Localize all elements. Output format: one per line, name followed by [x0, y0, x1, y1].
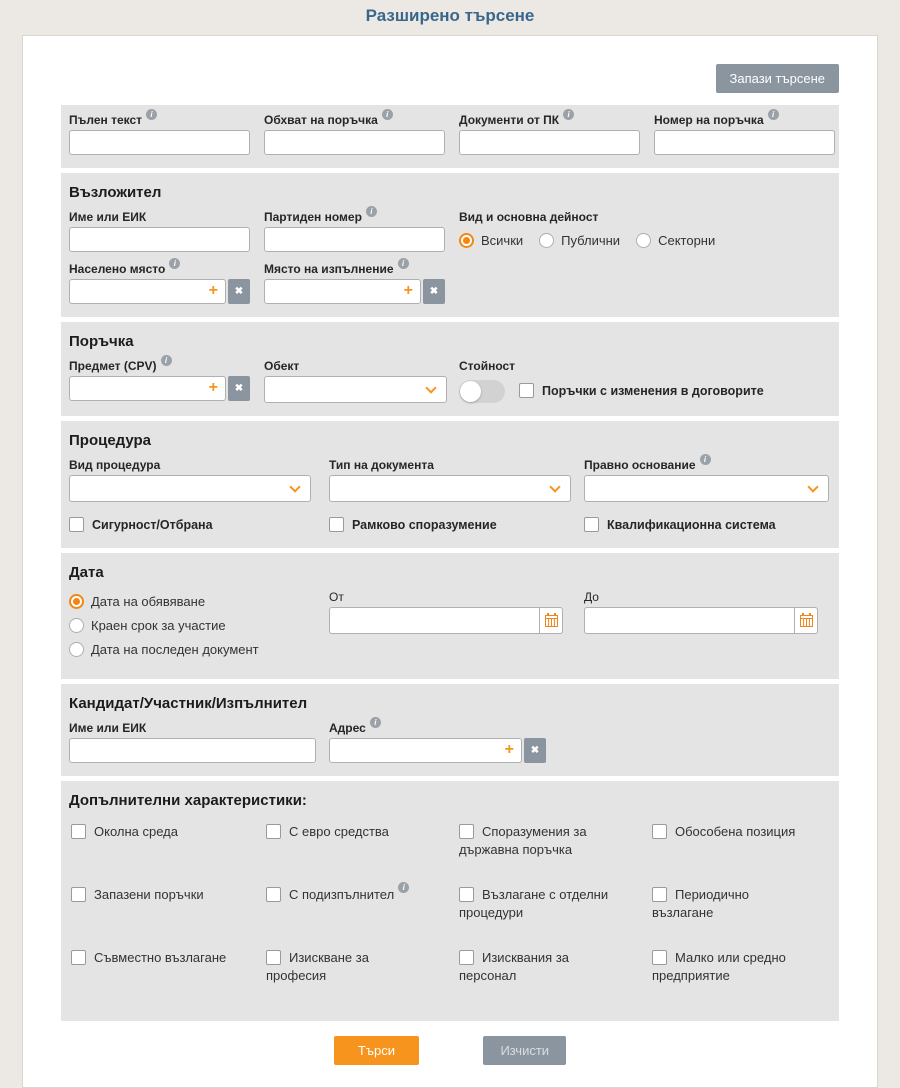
amendments-checkbox-item[interactable]: Поръчки с изменения в договорите [519, 383, 764, 401]
info-icon: i [768, 109, 779, 120]
section-header: Допълнителни характеристики: [69, 791, 307, 809]
place-label: Място на изпълнение [264, 262, 394, 276]
calendar-icon [800, 613, 813, 627]
activity-label: Вид и основна дейност [459, 210, 599, 224]
documents-pk-label: Документи от ПК [459, 113, 560, 127]
info-icon: i [700, 454, 711, 465]
checkbox-icon [519, 383, 534, 398]
add-icon[interactable]: + [504, 740, 514, 758]
field-activity [459, 210, 831, 248]
add-icon[interactable]: + [403, 282, 413, 299]
subject-cpv-input[interactable] [69, 376, 226, 401]
clear-address-button[interactable]: ✖ [524, 738, 546, 763]
procedure-type-label: Вид процедура [69, 458, 161, 472]
checkbox-item[interactable]: Изисквания за персонал [459, 950, 570, 984]
checkbox-item[interactable]: Малко или средно предприятие [652, 950, 786, 984]
info-icon: i [366, 206, 377, 217]
document-type-select[interactable] [329, 475, 571, 502]
radio-icon [69, 642, 84, 657]
field-subject-cpv [69, 356, 264, 401]
checkbox-item[interactable]: Съвместно възлагане [71, 949, 231, 985]
radio-icon [539, 233, 554, 248]
checkbox-item[interactable]: Околна среда [71, 823, 231, 859]
field-object [264, 359, 459, 403]
framework-checkbox-item[interactable]: Рамково споразумение [329, 518, 497, 532]
radio-icon [69, 618, 84, 633]
field-full-text [69, 110, 264, 155]
section-candidate [61, 684, 839, 776]
legal-basis-select[interactable] [584, 475, 829, 502]
field-party-number [264, 207, 459, 252]
section-text-filters [61, 105, 839, 168]
value-label: Стойност [459, 359, 516, 373]
form-actions [61, 1026, 839, 1071]
date-from-label: От [329, 589, 344, 604]
field-date-from [329, 590, 584, 634]
authority-name-label: Име или ЕИК [69, 210, 147, 224]
checkbox-item[interactable]: Споразумения за държавна поръчка [459, 823, 587, 857]
field-legal-basis [584, 455, 831, 502]
order-number-input[interactable] [654, 130, 835, 155]
info-icon: i [169, 258, 180, 269]
info-icon: i [382, 109, 393, 120]
field-date-to [584, 590, 831, 634]
toggle-knob [460, 381, 481, 402]
section-procedure [61, 421, 839, 548]
info-icon: i [398, 258, 409, 269]
calendar-icon-button[interactable] [794, 607, 818, 634]
clear-button[interactable]: Изчисти [483, 1036, 566, 1065]
checkbox-icon [459, 950, 474, 965]
checkbox-icon [459, 824, 474, 839]
checkbox-item[interactable]: Обособена позиция [652, 823, 812, 859]
chevron-down-icon [425, 382, 436, 393]
search-button[interactable]: Търси [334, 1036, 419, 1065]
qualification-checkbox-item[interactable]: Квалификационна система [584, 518, 776, 532]
date-to-label: До [584, 589, 599, 604]
checkbox-item[interactable]: Възлагане с отделни процедури [459, 886, 609, 921]
section-header: Поръчка [69, 333, 134, 350]
settlement-label: Населено място [69, 262, 166, 276]
radio-publish-date[interactable]: Дата на обявяване [69, 594, 329, 609]
checkbox-icon [652, 950, 667, 965]
checkbox-icon [584, 517, 599, 532]
full-text-label: Пълен текст [69, 113, 143, 127]
section-header: Възложител [69, 184, 162, 201]
object-label: Обект [264, 359, 300, 373]
clear-settlement-button[interactable]: ✖ [228, 279, 250, 304]
add-icon[interactable]: + [208, 379, 218, 396]
subject-cpv-label: Предмет (CPV) [69, 359, 157, 373]
field-settlement [69, 259, 264, 304]
clear-place-button[interactable]: ✖ [423, 279, 445, 304]
checkbox-icon [459, 887, 474, 902]
section-additional [61, 781, 839, 1021]
section-header: Кандидат/Участник/Изпълнител [69, 694, 308, 712]
chevron-down-icon [549, 481, 560, 492]
scope-input[interactable] [264, 130, 445, 155]
checkbox-icon [69, 517, 84, 532]
checkbox-item[interactable]: Изискване за професия [266, 950, 369, 984]
checkbox-icon [329, 517, 344, 532]
security-checkbox-item[interactable]: Сигурност/Отбрана [69, 518, 213, 532]
info-icon: i [563, 109, 574, 120]
checkbox-icon [71, 887, 86, 902]
radio-public[interactable]: Публични [539, 233, 620, 248]
field-address [329, 717, 831, 763]
info-icon: i [398, 882, 409, 893]
radio-icon [459, 233, 474, 248]
address-input[interactable] [329, 738, 522, 763]
chevron-down-icon [807, 481, 818, 492]
documents-pk-input[interactable] [459, 130, 640, 155]
radio-last-document[interactable]: Дата на последен документ [69, 642, 329, 657]
radio-icon [69, 594, 84, 609]
section-order [61, 322, 839, 416]
checkbox-icon [652, 824, 667, 839]
radio-all[interactable]: Всички [459, 233, 523, 248]
legal-basis-label: Правно основание [584, 458, 696, 472]
calendar-icon [545, 613, 558, 627]
advanced-search-card [22, 35, 878, 1088]
checkbox-icon [71, 824, 86, 839]
field-document-type [329, 458, 584, 502]
info-icon: i [370, 717, 381, 728]
candidate-name-input[interactable] [69, 738, 316, 763]
checkbox-icon [266, 887, 281, 902]
checkbox-icon [266, 950, 281, 965]
page-title: Разширено търсене [365, 6, 535, 25]
party-number-label: Партиден номер [264, 210, 362, 224]
checkbox-item[interactable]: С подизпълнител i [266, 886, 426, 922]
address-label: Адрес [329, 720, 366, 735]
calendar-icon-button[interactable] [539, 607, 563, 634]
full-text-input[interactable] [69, 130, 250, 155]
date-from-input[interactable] [329, 607, 539, 634]
section-header: Процедура [69, 432, 152, 449]
field-scope [264, 110, 459, 155]
add-icon[interactable]: + [208, 282, 218, 299]
checkbox-item[interactable]: С евро средства [266, 823, 426, 859]
card-toolbar [61, 64, 839, 93]
save-search-button[interactable]: Запази търсене [716, 64, 840, 93]
checkbox-item[interactable]: Запазени поръчки [71, 886, 231, 922]
field-place-of-performance [264, 259, 459, 304]
additional-checkbox-grid [69, 818, 831, 1008]
checkbox-icon [266, 824, 281, 839]
field-value [459, 359, 831, 403]
date-to-input[interactable] [584, 607, 794, 634]
section-header: Дата [69, 563, 104, 581]
candidate-name-label: Име или ЕИК [69, 720, 147, 735]
scope-label: Обхват на поръчка [264, 113, 378, 127]
settlement-input[interactable] [69, 279, 226, 304]
field-procedure-type [69, 458, 329, 502]
clear-subject-cpv-button[interactable]: ✖ [228, 376, 250, 401]
checkbox-icon [71, 950, 86, 965]
chevron-down-icon [289, 481, 300, 492]
radio-deadline[interactable]: Краен срок за участие [69, 618, 329, 633]
radio-icon [636, 233, 651, 248]
place-input[interactable] [264, 279, 421, 304]
radio-sectoral[interactable]: Секторни [636, 233, 715, 248]
procedure-type-select[interactable] [69, 475, 311, 502]
field-order-number [654, 110, 835, 155]
field-authority-name [69, 210, 264, 252]
party-number-input[interactable] [264, 227, 445, 252]
checkbox-item[interactable]: Периодично възлагане [652, 886, 750, 921]
object-select[interactable] [264, 376, 447, 403]
authority-name-input[interactable] [69, 227, 250, 252]
activity-radio-group [459, 233, 831, 248]
date-radio-group [69, 590, 329, 666]
section-date [61, 553, 839, 679]
order-number-label: Номер на поръчка [654, 113, 764, 127]
value-toggle[interactable] [459, 380, 505, 403]
field-candidate-name [69, 721, 329, 763]
section-contracting-authority [61, 173, 839, 317]
field-documents-pk [459, 110, 654, 155]
info-icon: i [146, 109, 157, 120]
info-icon: i [161, 355, 172, 366]
checkbox-icon [652, 887, 667, 902]
document-type-label: Тип на документа [329, 458, 434, 472]
